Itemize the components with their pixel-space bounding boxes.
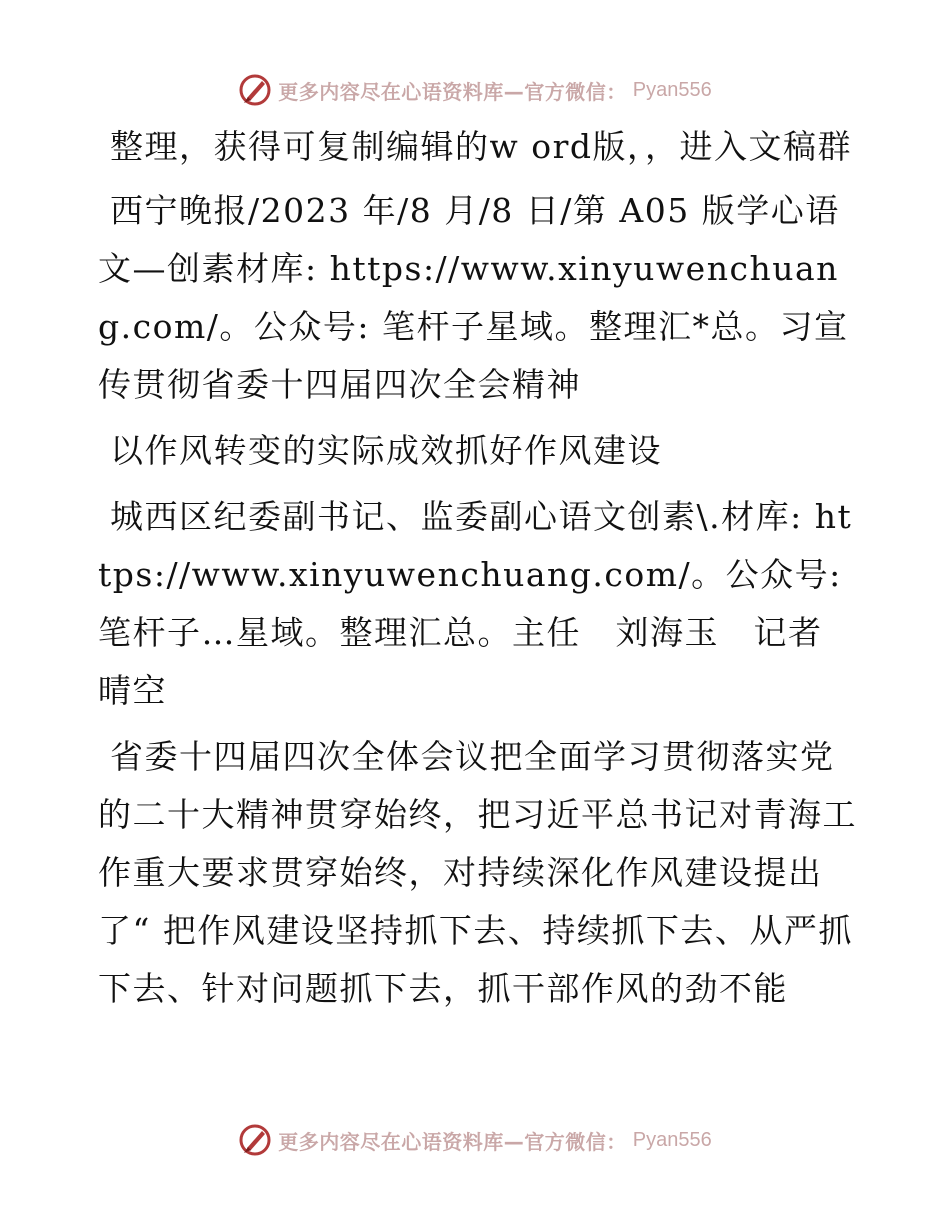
footer-watermark <box>0 1120 950 1160</box>
header-watermark <box>0 70 950 110</box>
pen-logo-icon <box>238 1123 272 1157</box>
watermark-wechat-id: Pyan556 <box>632 1128 712 1151</box>
watermark-text: 更多内容尽在心语资料库—官方微信： <box>278 1129 627 1154</box>
pen-logo-icon <box>238 73 272 107</box>
watermark-text: 更多内容尽在心语资料库—官方微信： <box>278 79 627 104</box>
paragraph-body: 省委十四届四次全体会议把全面学习贯彻落实党的二十大精神贯穿始终，把习近平总书记对青海工作重大要求贯穿始终，对持续深化作风建设提出了“ 把作风建设坚持抓下去、持续抓下去、从严抓下去、针对问题抓下去，抓干部作风的劲不能 <box>98 737 857 1008</box>
paragraph-intro: 整理，获得可复制编辑的w ord版，，进入文稿群 <box>110 127 853 166</box>
paragraph-byline: 城西区纪委副书记、监委副心语文创素\.材库: https://www.xinyuwenchuang.com/。公众号: 笔杆子…星域。整理汇总。主任 刘海玉 记者 晴空 <box>98 497 857 710</box>
paragraph-source: 西宁晚报/2023 年/8 月/8 日/第 A05 版学心语文—创素材库: https://www.xinyuwenchuang.com/。公众号: 笔杆子星域。整理汇*总。习宣传贯彻省委十四届四次全会精神 <box>98 191 849 404</box>
watermark-wechat-id: Pyan556 <box>632 78 712 101</box>
paragraph-headline: 以作风转变的实际成效抓好作风建设 <box>110 431 662 470</box>
document-body <box>98 118 858 1028</box>
